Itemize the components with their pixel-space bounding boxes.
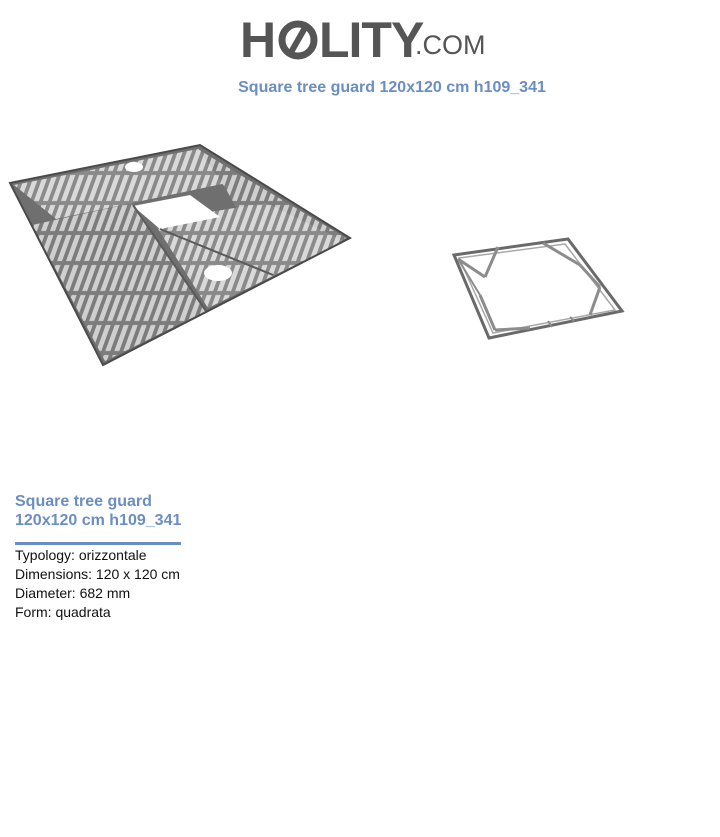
spec-label: Diameter:: [15, 585, 76, 601]
globe-o-icon: [278, 20, 318, 60]
spec-row-dimensions: [15, 565, 315, 584]
spec-value: orizzontale: [78, 547, 147, 563]
spec-label: Form:: [15, 604, 52, 620]
spec-value: 682 mm: [79, 585, 131, 601]
logo-dotcom: .COM: [415, 30, 486, 60]
product-image-frame: [450, 235, 625, 343]
logo-letters-lity: LITY: [319, 12, 424, 68]
product-heading: [15, 492, 205, 530]
page-title: Square tree guard 120x120 cm h109_341: [238, 79, 546, 96]
spec-value: quadrata: [55, 604, 111, 620]
product-image-grating: [8, 143, 353, 368]
spec-row-diameter: [15, 584, 315, 603]
spec-label: Dimensions:: [15, 566, 93, 582]
spec-label: Typology:: [15, 547, 75, 563]
logo-letter-h: H: [240, 12, 276, 68]
spec-row-typology: [15, 546, 315, 565]
product-heading-line2: 120x120 cm h109_341: [15, 512, 182, 529]
spec-value: 120 x 120 cm: [95, 566, 180, 582]
heading-divider: [15, 542, 181, 545]
product-heading-line1: Square tree guard: [15, 493, 152, 510]
site-logo[interactable]: [240, 10, 490, 70]
product-specs: [15, 546, 315, 622]
spec-row-form: [15, 603, 315, 622]
